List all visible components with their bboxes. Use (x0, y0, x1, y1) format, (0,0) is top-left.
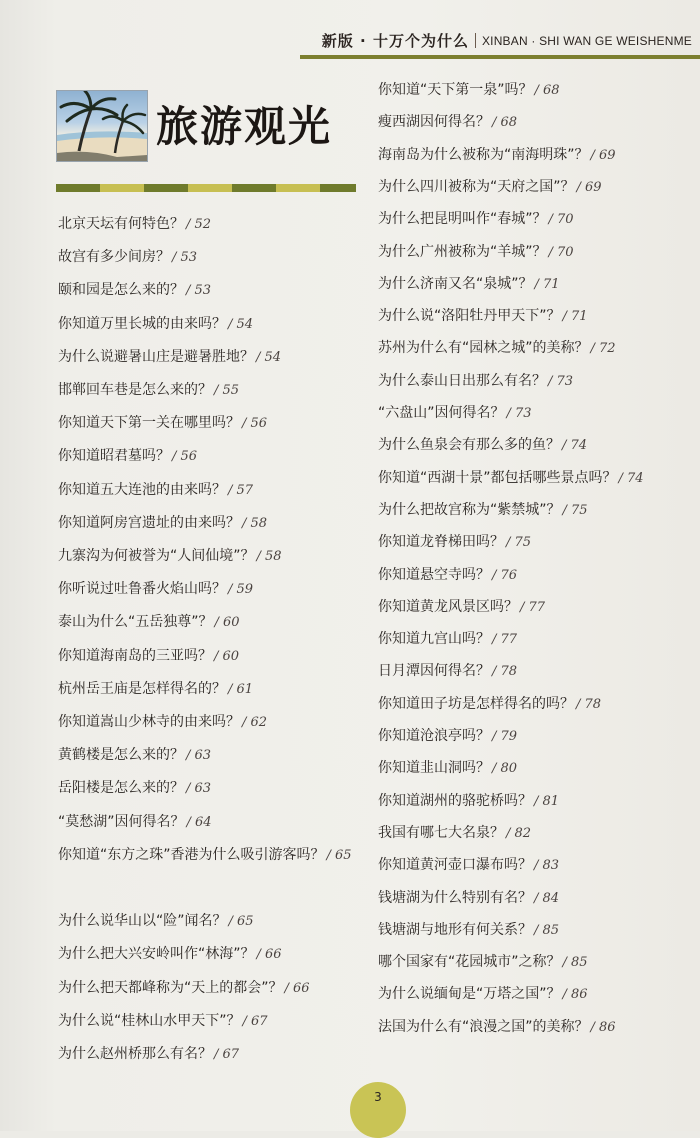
toc-entry-title: 瘦西湖因何得名？ (378, 114, 490, 131)
toc-entry (58, 940, 282, 969)
toc-entry-page: / 73 (506, 406, 532, 421)
toc-entry-page: / 60 (214, 615, 240, 631)
toc-entry (378, 690, 601, 719)
toc-entry (58, 907, 254, 936)
toc-entry-title: 黄鹤楼是怎么来的？ (58, 747, 184, 764)
toc-entry-title: 钱塘湖与地形有何关系？ (378, 921, 532, 938)
toc-entry-page: / 62 (242, 715, 268, 730)
toc-entry-title: 你知道海南岛的三亚吗？ (58, 647, 212, 664)
toc-entry (58, 708, 267, 737)
toc-entry-page: / 80 (492, 761, 518, 777)
toc-entry (378, 1013, 616, 1042)
toc-entry-page: / 60 (214, 648, 240, 664)
toc-entry-title: 为什么广州被称为“羊城”？ (378, 243, 547, 260)
toc-entry-title: 你知道“东方之珠”香港为什么吸引游客吗？ (58, 846, 325, 863)
toc-entry (378, 528, 531, 557)
toc-entry-title: 你知道田子坊是怎样得名的吗？ (378, 695, 574, 712)
toc-entry-title: 你听说过吐鲁番火焰山吗？ (58, 581, 226, 598)
toc-entry (378, 431, 587, 460)
toc-entry-page: / 71 (562, 309, 588, 325)
toc-entry (378, 787, 559, 816)
toc-entry-page: / 61 (228, 681, 254, 697)
toc-entry-title: 你知道阿房宫遗址的由来吗？ (58, 514, 240, 531)
toc-entry (378, 496, 588, 525)
toc-entry-title: 岳阳楼是怎么来的？ (58, 780, 184, 797)
toc-entry (58, 243, 197, 272)
toc-entry (378, 464, 644, 493)
toc-entry-page: / 71 (534, 276, 560, 292)
toc-entry (378, 367, 573, 396)
toc-entry-title: 邯郸回车巷是怎么来的？ (58, 382, 212, 398)
toc-entry-page: / 75 (506, 535, 532, 551)
toc-entry-title: 你知道“天下第一泉”吗？ (378, 82, 533, 98)
toc-entry (378, 980, 588, 1009)
toc-entry (378, 754, 517, 783)
toc-entry (58, 509, 267, 538)
toc-entry-title: 泰山为什么“五岳独尊”？ (58, 614, 213, 631)
toc-entry (58, 808, 212, 837)
toc-entry-page: / 59 (228, 582, 254, 598)
palm-beach-photo (56, 90, 148, 162)
toc-entry-page: / 83 (534, 858, 560, 874)
toc-entry-title: 苏州为什么有“园林之城”的美称？ (378, 340, 589, 357)
toc-entry-title: 你知道悬空寺吗？ (378, 566, 490, 583)
toc-entry-title: 你知道黄龙风景区吗？ (378, 598, 518, 615)
toc-entry-title: 为什么说华山以“险”闻名？ (58, 913, 227, 930)
toc-entry (58, 1007, 268, 1036)
toc-entry (58, 376, 239, 405)
toc-entry-title: 为什么赵州桥那么有名？ (58, 1046, 212, 1062)
toc-entry (378, 851, 559, 880)
toc-entry-title: “莫愁湖”因何得名？ (58, 813, 185, 830)
running-header (322, 30, 692, 51)
toc-entry (378, 270, 560, 299)
toc-entry (378, 625, 517, 654)
toc-entry-title: 钱塘湖为什么特别有名？ (378, 889, 532, 906)
toc-entry-page: / 69 (590, 147, 616, 163)
toc-entry-page: / 53 (186, 283, 212, 299)
toc-entry-page: / 85 (562, 955, 588, 971)
toc-entry-page: / 67 (242, 1013, 268, 1029)
toc-entry (58, 1040, 239, 1069)
toc-entry (58, 442, 197, 471)
toc-entry-page: / 53 (172, 250, 198, 266)
toc-entry-title: 北京天坛有何特色？ (58, 216, 184, 232)
toc-entry-page: / 70 (548, 244, 574, 260)
toc-entry-page: / 74 (618, 470, 644, 486)
toc-entry (58, 841, 358, 870)
toc-entry-page: / 58 (242, 515, 268, 531)
toc-entry-page: / 85 (534, 922, 560, 938)
toc-entry (378, 141, 616, 170)
toc-entry-page: / 52 (186, 217, 212, 232)
toc-entry (58, 575, 253, 604)
toc-entry-page: / 65 (326, 847, 352, 863)
toc-entry-page: / 86 (590, 1019, 616, 1035)
header-divider (475, 33, 476, 48)
toc-entry-page: / 74 (562, 438, 588, 454)
toc-entry-page: / 76 (492, 567, 518, 583)
toc-entry-title: 为什么鱼泉会有那么多的鱼？ (378, 437, 560, 454)
toc-entry-page: / 78 (492, 664, 518, 680)
toc-entry-page: / 63 (186, 781, 212, 797)
toc-entry-page: / 64 (186, 814, 212, 830)
toc-entry-title: 你知道九宫山吗？ (378, 631, 490, 648)
toc-entry (378, 302, 588, 331)
toc-entry-title: 为什么把天都峰称为“天上的都会”？ (58, 979, 283, 996)
toc-entry (378, 334, 616, 363)
toc-entry-page: / 69 (576, 179, 602, 195)
toc-entry (58, 276, 211, 305)
toc-entry-title: 为什么四川被称为“天府之国”？ (378, 178, 575, 195)
toc-entry (58, 741, 211, 770)
toc-entry (58, 974, 310, 1003)
toc-entry-page: / 72 (590, 341, 616, 357)
toc-entry (378, 205, 574, 234)
toc-entry-page: / 68 (534, 83, 560, 98)
toc-entry (378, 722, 517, 751)
toc-entry-page: / 73 (548, 373, 574, 389)
toc-entry (378, 399, 532, 428)
section-title: 旅游观光 (156, 102, 333, 151)
toc-entry (378, 561, 517, 590)
series-title-en: XINBAN · SHI WAN GE WEISHENME (481, 33, 692, 48)
section-title-bar (56, 184, 356, 192)
toc-entry-page: / 81 (534, 793, 560, 809)
toc-entry (378, 593, 545, 622)
toc-entry-page: / 66 (256, 947, 282, 963)
toc-entry-title: 你知道天下第一关在哪里吗？ (58, 415, 240, 432)
toc-entry-title: 为什么说缅甸是“万塔之国”？ (378, 986, 561, 1003)
header-rule (300, 55, 700, 59)
toc-entry (378, 884, 559, 913)
toc-entry-title: 你知道湖州的骆驼桥吗？ (378, 792, 532, 809)
toc-entry-page: / 77 (492, 632, 518, 648)
toc-entry-page: / 56 (242, 416, 268, 432)
toc-entry-title: 为什么说“桂林山水甲天下”？ (58, 1012, 241, 1029)
toc-entry (58, 608, 240, 637)
toc-entry-title: 你知道沧浪亭吗？ (378, 728, 490, 744)
toc-entry (378, 916, 559, 945)
toc-entry (378, 948, 588, 977)
toc-entry (58, 642, 239, 671)
toc-entry-title: 你知道五大连池的由来吗？ (58, 481, 226, 498)
toc-entry-page: / 82 (506, 825, 532, 841)
toc-entry (378, 173, 602, 202)
toc-entry-page: / 56 (172, 449, 198, 465)
toc-entry (378, 657, 517, 686)
toc-entry (58, 476, 253, 505)
toc-entry-title: 你知道“西湖十景”都包括哪些景点吗？ (378, 469, 617, 486)
toc-entry-page: / 65 (228, 914, 254, 930)
toc-entry (378, 108, 517, 137)
toc-entry-title: 你知道龙脊梯田吗？ (378, 534, 504, 551)
toc-entry-page: / 75 (562, 502, 588, 518)
toc-entry-title: 你知道昭君墓吗？ (58, 448, 170, 465)
toc-entry (58, 310, 253, 339)
toc-entry-title: 你知道黄河壶口瀑布吗？ (378, 857, 532, 874)
toc-entry (378, 238, 574, 267)
toc-entry-title: 海南岛为什么被称为“南海明珠”？ (378, 146, 589, 163)
toc-entry (58, 675, 253, 704)
toc-entry-title: 哪个国家有“花园城市”之称？ (378, 954, 561, 971)
toc-entry-title: 你知道嵩山少林寺的由来吗？ (58, 714, 240, 730)
series-title-zh: 新版 · 十万个为什么 (321, 32, 469, 50)
toc-entry-title: 我国有哪七大名泉？ (378, 824, 504, 841)
toc-entry (58, 774, 211, 803)
toc-entry-title: 为什么济南又名“泉城”？ (378, 275, 533, 292)
toc-entry-page: / 54 (228, 316, 254, 332)
toc-entry-page: / 63 (186, 748, 212, 764)
toc-entry-page: / 68 (492, 115, 518, 131)
toc-entry-title: 颐和园是怎么来的？ (58, 282, 184, 299)
toc-entry-title: 为什么说“洛阳牡丹甲天下”？ (378, 308, 561, 325)
toc-entry-title: 为什么说避暑山庄是避暑胜地？ (58, 348, 254, 365)
toc-entry-title: 为什么把昆明叫作“春城”？ (378, 211, 547, 228)
toc-entry-title: 日月潭因何得名？ (378, 663, 490, 680)
page-number: 3 (374, 1090, 382, 1104)
toc-entry-title: 为什么把大兴安岭叫作“林海”？ (58, 946, 255, 963)
toc-entry-page: / 58 (256, 549, 282, 564)
toc-entry-page: / 55 (214, 383, 240, 398)
toc-entry-page: / 77 (520, 599, 546, 615)
toc-entry-page: / 86 (562, 987, 588, 1003)
toc-entry (58, 409, 267, 438)
toc-entry-page: / 66 (284, 980, 310, 996)
toc-entry (58, 542, 282, 571)
toc-entry-title: 故宫有多少间房？ (58, 249, 170, 266)
toc-entry-page: / 67 (214, 1047, 240, 1062)
toc-entry-title: 你知道韭山洞吗？ (378, 760, 490, 777)
toc-entry (378, 819, 531, 848)
toc-entry (378, 76, 560, 105)
toc-entry-title: 为什么泰山日出那么有名？ (378, 372, 546, 389)
page-number-badge (350, 1082, 406, 1138)
section-heading (56, 90, 356, 192)
toc-entry-page: / 84 (534, 890, 560, 906)
toc-entry-page: / 70 (548, 212, 574, 228)
toc-entry-title: 你知道万里长城的由来吗？ (58, 315, 226, 332)
toc-entry (58, 343, 281, 372)
toc-entry-title: 九寨沟为何被誉为“人间仙境”？ (58, 548, 255, 564)
toc-entry-page: / 54 (256, 349, 282, 365)
toc-entry-title: 为什么把故宫称为“紫禁城”？ (378, 501, 561, 518)
toc-entry-page: / 79 (492, 729, 518, 744)
toc-entry-title: 杭州岳王庙是怎样得名的？ (58, 680, 226, 697)
toc-entry-page: / 57 (228, 482, 254, 498)
toc-entry (58, 210, 211, 239)
toc-entry-title: “六盘山”因何得名？ (378, 405, 505, 421)
toc-entry-title: 法国为什么有“浪漫之国”的美称？ (378, 1018, 589, 1035)
toc-entry-page: / 78 (576, 696, 602, 712)
